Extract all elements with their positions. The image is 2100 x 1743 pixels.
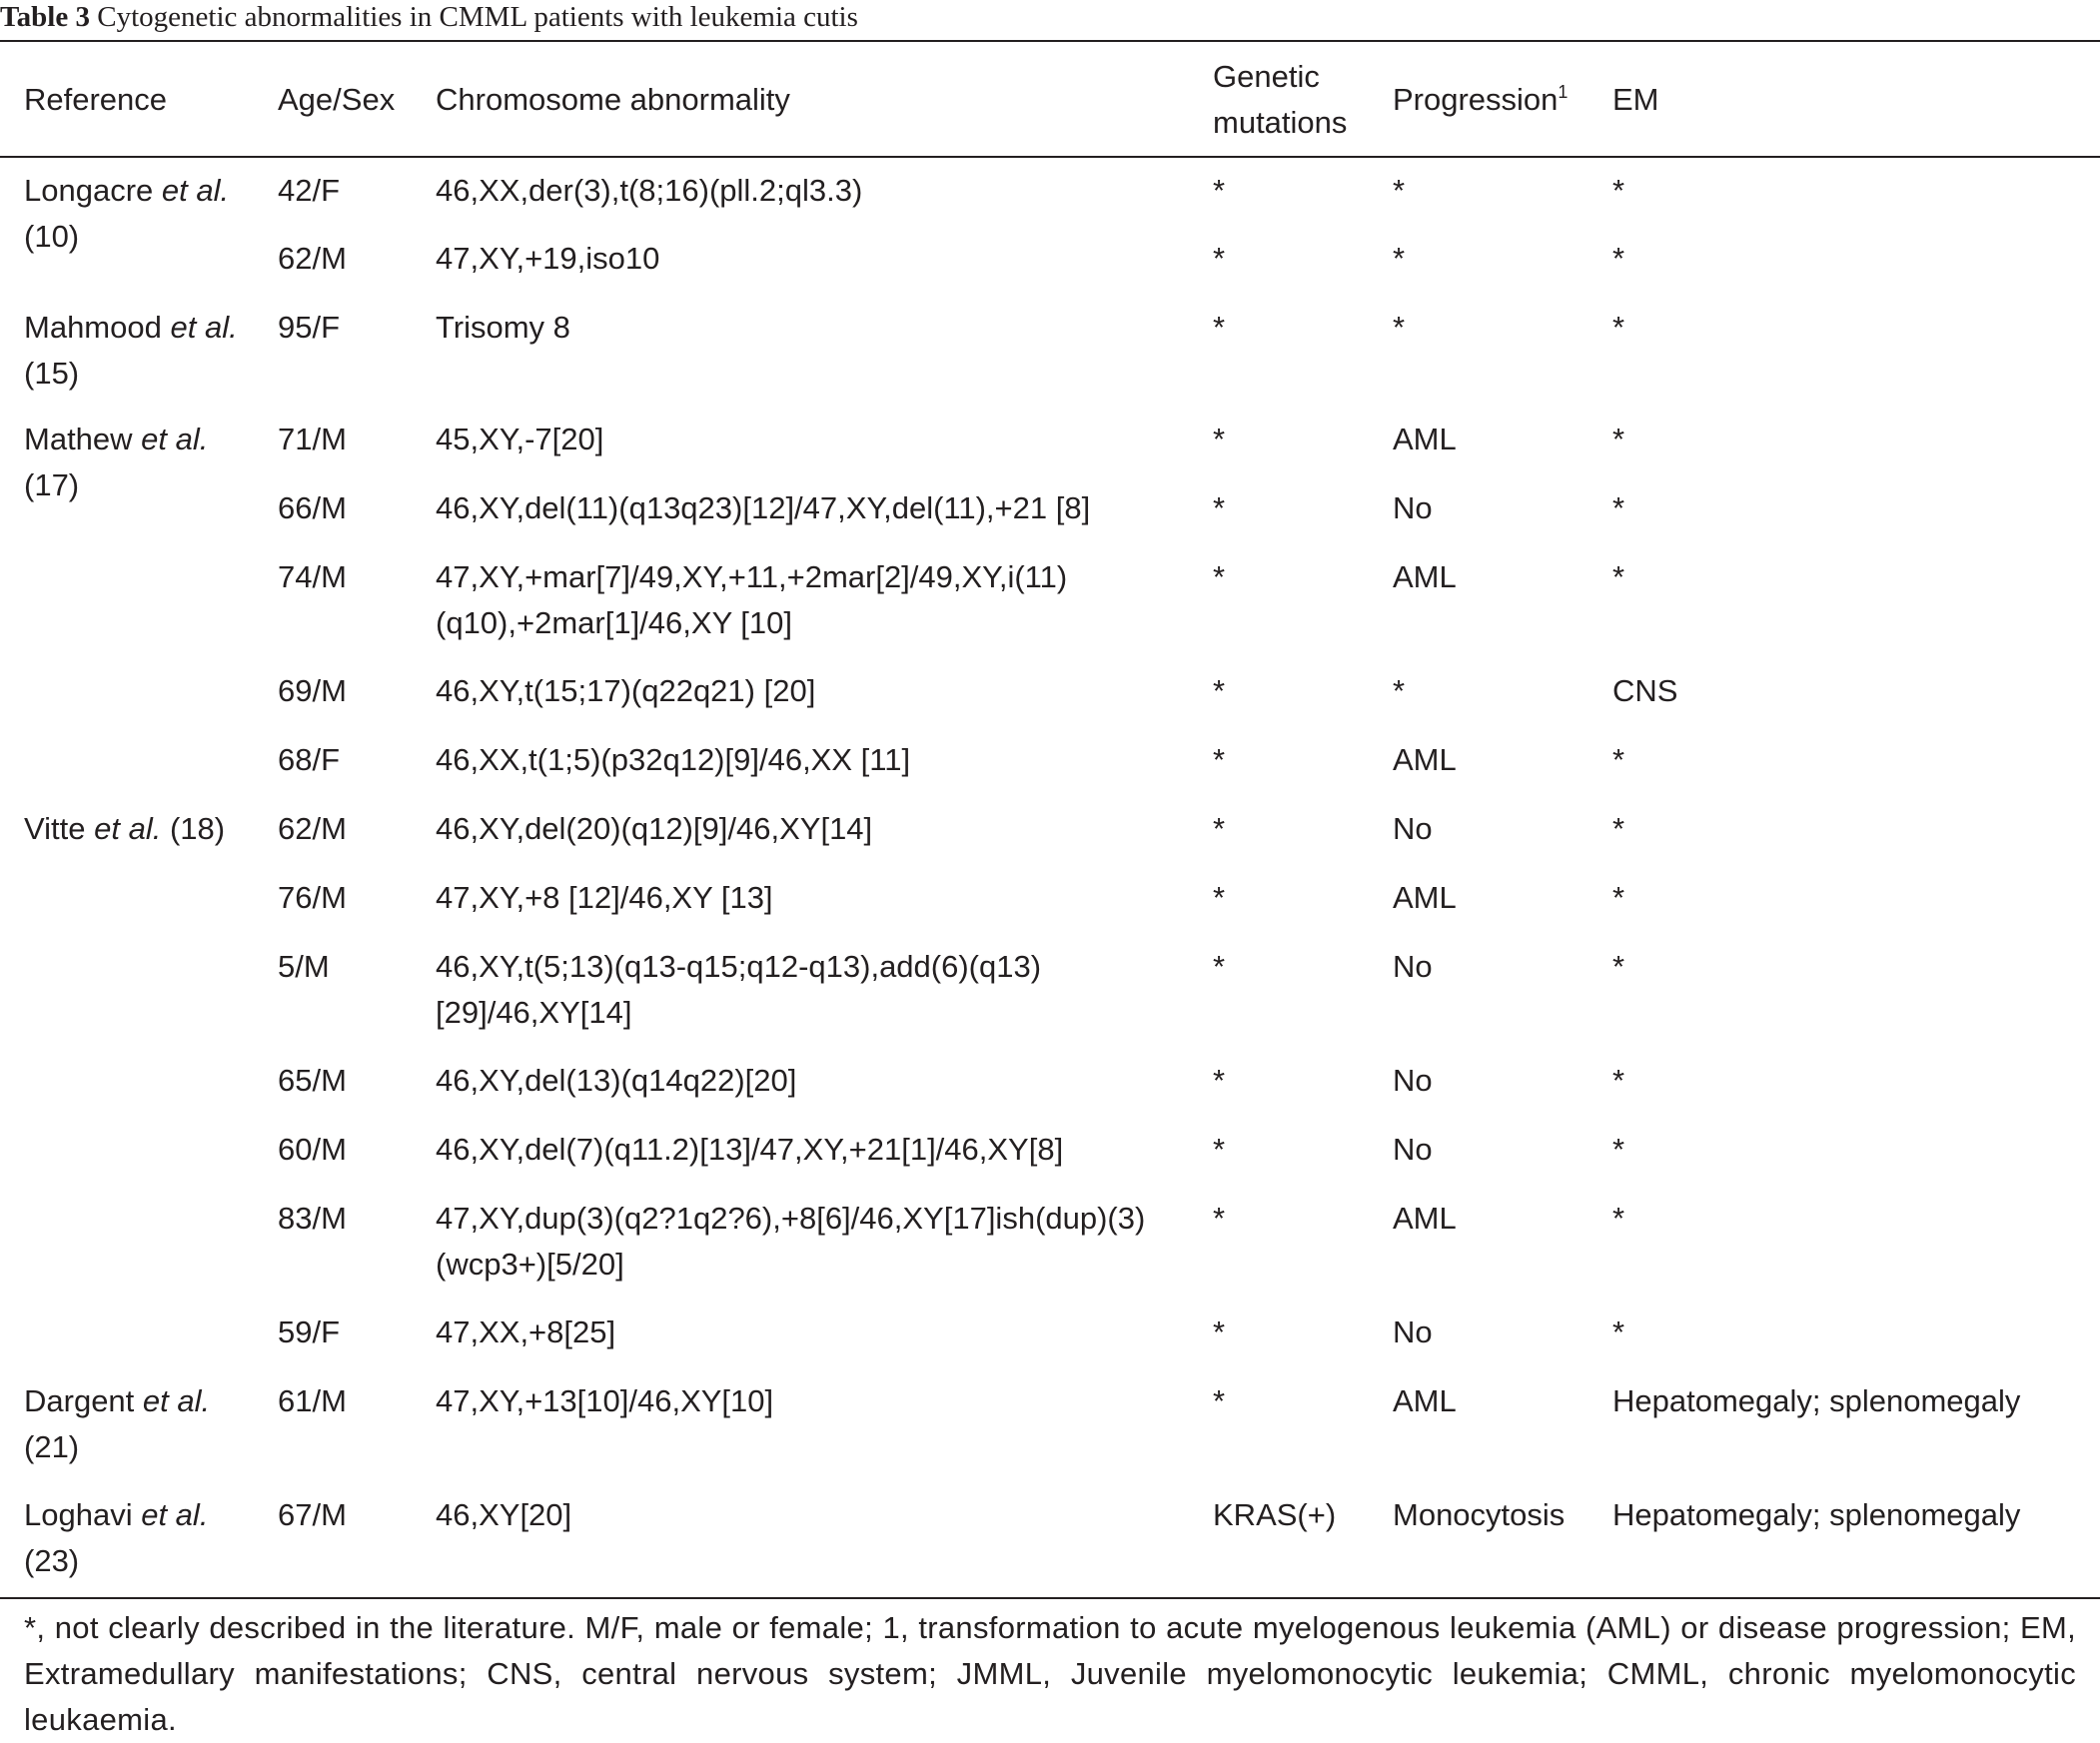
cell-em: CNS — [1612, 673, 1678, 708]
reference-author — [24, 1378, 210, 1424]
header-chromosome: Chromosome abnormality — [436, 82, 790, 117]
reference-etal: et al. — [170, 310, 238, 345]
reference-etal: et al. — [141, 422, 209, 456]
cell-age-sex: 65/M — [278, 1063, 347, 1098]
cell-genetic-mutations: * — [1213, 1314, 1226, 1349]
header-genetic-line1: Genetic — [1213, 59, 1320, 94]
cell-chromosome: 45,XY,-7[20] — [436, 422, 604, 456]
cell-genetic-mutations: * — [1213, 422, 1226, 456]
table-title: Cytogenetic abnormalities in CMML patients with leukemia cutis — [97, 1, 858, 33]
cell-em: Hepatomegaly; splenomegaly — [1612, 1383, 2021, 1418]
top-rule — [0, 40, 2100, 42]
cell-age-sex: 67/M — [278, 1497, 347, 1532]
cell-chromosome: 47,XX,+8[25] — [436, 1314, 616, 1349]
cell-chromosome: 46,XX,t(1;5)(p32q12)[9]/46,XX [11] — [436, 742, 911, 777]
cell-progression: Monocytosis — [1393, 1497, 1566, 1532]
cell-genetic-mutations: * — [1213, 880, 1226, 915]
cell-progression: AML — [1393, 422, 1457, 456]
reference-etal: et al. — [94, 811, 162, 846]
reference-etal: et al. — [161, 173, 230, 208]
cell-age-sex: 61/M — [278, 1383, 347, 1418]
cell-age-sex: 83/M — [278, 1201, 347, 1236]
cell-em: * — [1612, 1132, 1625, 1167]
cell-chromosome: (q10),+2mar[1]/46,XY [10] — [436, 605, 792, 640]
cell-chromosome: 46,XY,del(20)(q12)[9]/46,XY[14] — [436, 811, 873, 846]
cell-genetic-mutations: * — [1213, 241, 1226, 276]
cell-genetic-mutations: * — [1213, 1201, 1226, 1236]
cell-genetic-mutations: * — [1213, 490, 1226, 525]
reference-name: Vitte — [24, 811, 86, 846]
cell-progression: No — [1393, 1132, 1433, 1167]
cell-chromosome: 47,XY,+19,iso10 — [436, 241, 660, 276]
cell-age-sex: 5/M — [278, 949, 330, 984]
cell-em: * — [1612, 173, 1625, 208]
table-caption — [0, 0, 2100, 40]
cell-age-sex: 59/F — [278, 1314, 341, 1349]
cell-progression: No — [1393, 1314, 1433, 1349]
cell-em: * — [1612, 559, 1625, 594]
cell-chromosome: [29]/46,XY[14] — [436, 995, 632, 1030]
cell-genetic-mutations: * — [1213, 1132, 1226, 1167]
cell-em: * — [1612, 422, 1625, 456]
bottom-rule — [0, 1597, 2100, 1599]
cell-em: * — [1612, 811, 1625, 846]
reference-etal: et al. — [142, 1383, 211, 1418]
cell-em: * — [1612, 490, 1625, 525]
cell-chromosome: 47,XY,+8 [12]/46,XY [13] — [436, 880, 773, 915]
cell-age-sex: 62/M — [278, 811, 347, 846]
cell-age-sex: 69/M — [278, 673, 347, 708]
cell-chromosome: 47,XY,+mar[7]/49,XY,+11,+2mar[2]/49,XY,i(11) — [436, 559, 1068, 594]
cell-genetic-mutations: * — [1213, 310, 1226, 345]
reference-author — [24, 1492, 208, 1538]
cell-progression: * — [1393, 310, 1406, 345]
cell-em: * — [1612, 1314, 1625, 1349]
cell-progression: AML — [1393, 1201, 1457, 1236]
cell-genetic-mutations: * — [1213, 1383, 1226, 1418]
cell-progression: AML — [1393, 742, 1457, 777]
cell-chromosome: 46,XX,der(3),t(8;16)(pll.2;ql3.3) — [436, 173, 863, 208]
cell-progression: * — [1393, 673, 1406, 708]
cell-em: * — [1612, 742, 1625, 777]
cell-em: * — [1612, 241, 1625, 276]
cell-em: * — [1612, 949, 1625, 984]
cell-chromosome: 47,XY,dup(3)(q2?1q2?6),+8[6]/46,XY[17]ish(dup)(3) — [436, 1201, 1146, 1236]
cell-chromosome: 46,XY,t(5;13)(q13-q15;q12-q13),add(6)(q13) — [436, 949, 1042, 984]
reference-name: Loghavi — [24, 1497, 133, 1532]
cell-genetic-mutations: KRAS(+) — [1213, 1497, 1337, 1532]
reference-name: Mahmood — [24, 310, 162, 345]
cell-progression: AML — [1393, 880, 1457, 915]
table-label: Table 3 — [0, 1, 90, 33]
cell-age-sex: 95/F — [278, 310, 341, 345]
cell-age-sex: 74/M — [278, 559, 347, 594]
cell-genetic-mutations: * — [1213, 673, 1226, 708]
cell-progression: No — [1393, 490, 1433, 525]
reference-citation: (15) — [24, 356, 80, 391]
header-genetic-mutations — [1213, 54, 1347, 146]
reference-citation: (17) — [24, 467, 80, 502]
cell-progression: No — [1393, 949, 1433, 984]
header-reference: Reference — [24, 82, 168, 117]
header-rule — [0, 156, 2100, 158]
header-em: EM — [1612, 82, 1659, 117]
cell-progression: * — [1393, 241, 1406, 276]
reference-author — [24, 305, 238, 351]
reference-author — [24, 168, 229, 214]
cell-chromosome: Trisomy 8 — [436, 310, 570, 345]
cell-progression: AML — [1393, 559, 1457, 594]
cell-chromosome: 46,XY,del(13)(q14q22)[20] — [436, 1063, 797, 1098]
header-progression — [1393, 77, 1568, 123]
cell-age-sex: 60/M — [278, 1132, 347, 1167]
reference-etal: et al. — [141, 1497, 209, 1532]
cell-genetic-mutations: * — [1213, 811, 1226, 846]
cell-age-sex: 66/M — [278, 490, 347, 525]
table-footnote: *, not clearly described in the literature. M/F, male or female; 1, transformation to acute myelogenous leukemia (AML) or disease progression; EM, Extramedullary manifestations; CNS, central nervous system; JMML, Juvenile myelomonocytic leukemia; CMML, chronic myelomonocytic leukaemia. — [24, 1610, 2076, 1737]
cell-progression: AML — [1393, 1383, 1457, 1418]
cell-age-sex: 71/M — [278, 422, 347, 456]
cell-age-sex: 62/M — [278, 241, 347, 276]
cell-em: * — [1612, 1201, 1625, 1236]
cell-genetic-mutations: * — [1213, 949, 1226, 984]
cell-age-sex: 42/F — [278, 173, 341, 208]
header-genetic-line2: mutations — [1213, 105, 1348, 140]
cell-em: * — [1612, 310, 1625, 345]
cell-genetic-mutations: * — [1213, 173, 1226, 208]
cell-genetic-mutations: * — [1213, 742, 1226, 777]
header-progression-label: Progression — [1393, 82, 1559, 117]
cell-genetic-mutations: * — [1213, 559, 1226, 594]
header-progression-footnote-mark: 1 — [1558, 82, 1569, 102]
reference-citation: (21) — [24, 1429, 80, 1464]
cell-em: * — [1612, 1063, 1625, 1098]
cell-progression: No — [1393, 1063, 1433, 1098]
cell-em: Hepatomegaly; splenomegaly — [1612, 1497, 2021, 1532]
cell-chromosome: 46,XY,t(15;17)(q22q21) [20] — [436, 673, 816, 708]
reference-name: Mathew — [24, 422, 133, 456]
reference-author — [24, 417, 208, 462]
cell-age-sex: 68/F — [278, 742, 341, 777]
reference-name: Longacre — [24, 173, 154, 208]
cell-chromosome: 46,XY,del(11)(q13q23)[12]/47,XY,del(11),+21 [8] — [436, 490, 1091, 525]
cell-chromosome: 47,XY,+13[10]/46,XY[10] — [436, 1383, 774, 1418]
cell-chromosome: 46,XY,del(7)(q11.2)[13]/47,XY,+21[1]/46,XY[8] — [436, 1132, 1064, 1167]
cell-progression: * — [1393, 173, 1406, 208]
reference-citation: (10) — [24, 219, 80, 254]
header-age-sex: Age/Sex — [278, 82, 396, 117]
reference-name: Dargent — [24, 1383, 135, 1418]
cell-progression: No — [1393, 811, 1433, 846]
reference-citation: (18) — [169, 811, 226, 846]
cell-em: * — [1612, 880, 1625, 915]
reference-citation: (23) — [24, 1543, 80, 1578]
reference-author — [24, 806, 225, 852]
cell-chromosome: 46,XY[20] — [436, 1497, 572, 1532]
cell-chromosome: (wcp3+)[5/20] — [436, 1247, 624, 1282]
cell-age-sex: 76/M — [278, 880, 347, 915]
cell-genetic-mutations: * — [1213, 1063, 1226, 1098]
